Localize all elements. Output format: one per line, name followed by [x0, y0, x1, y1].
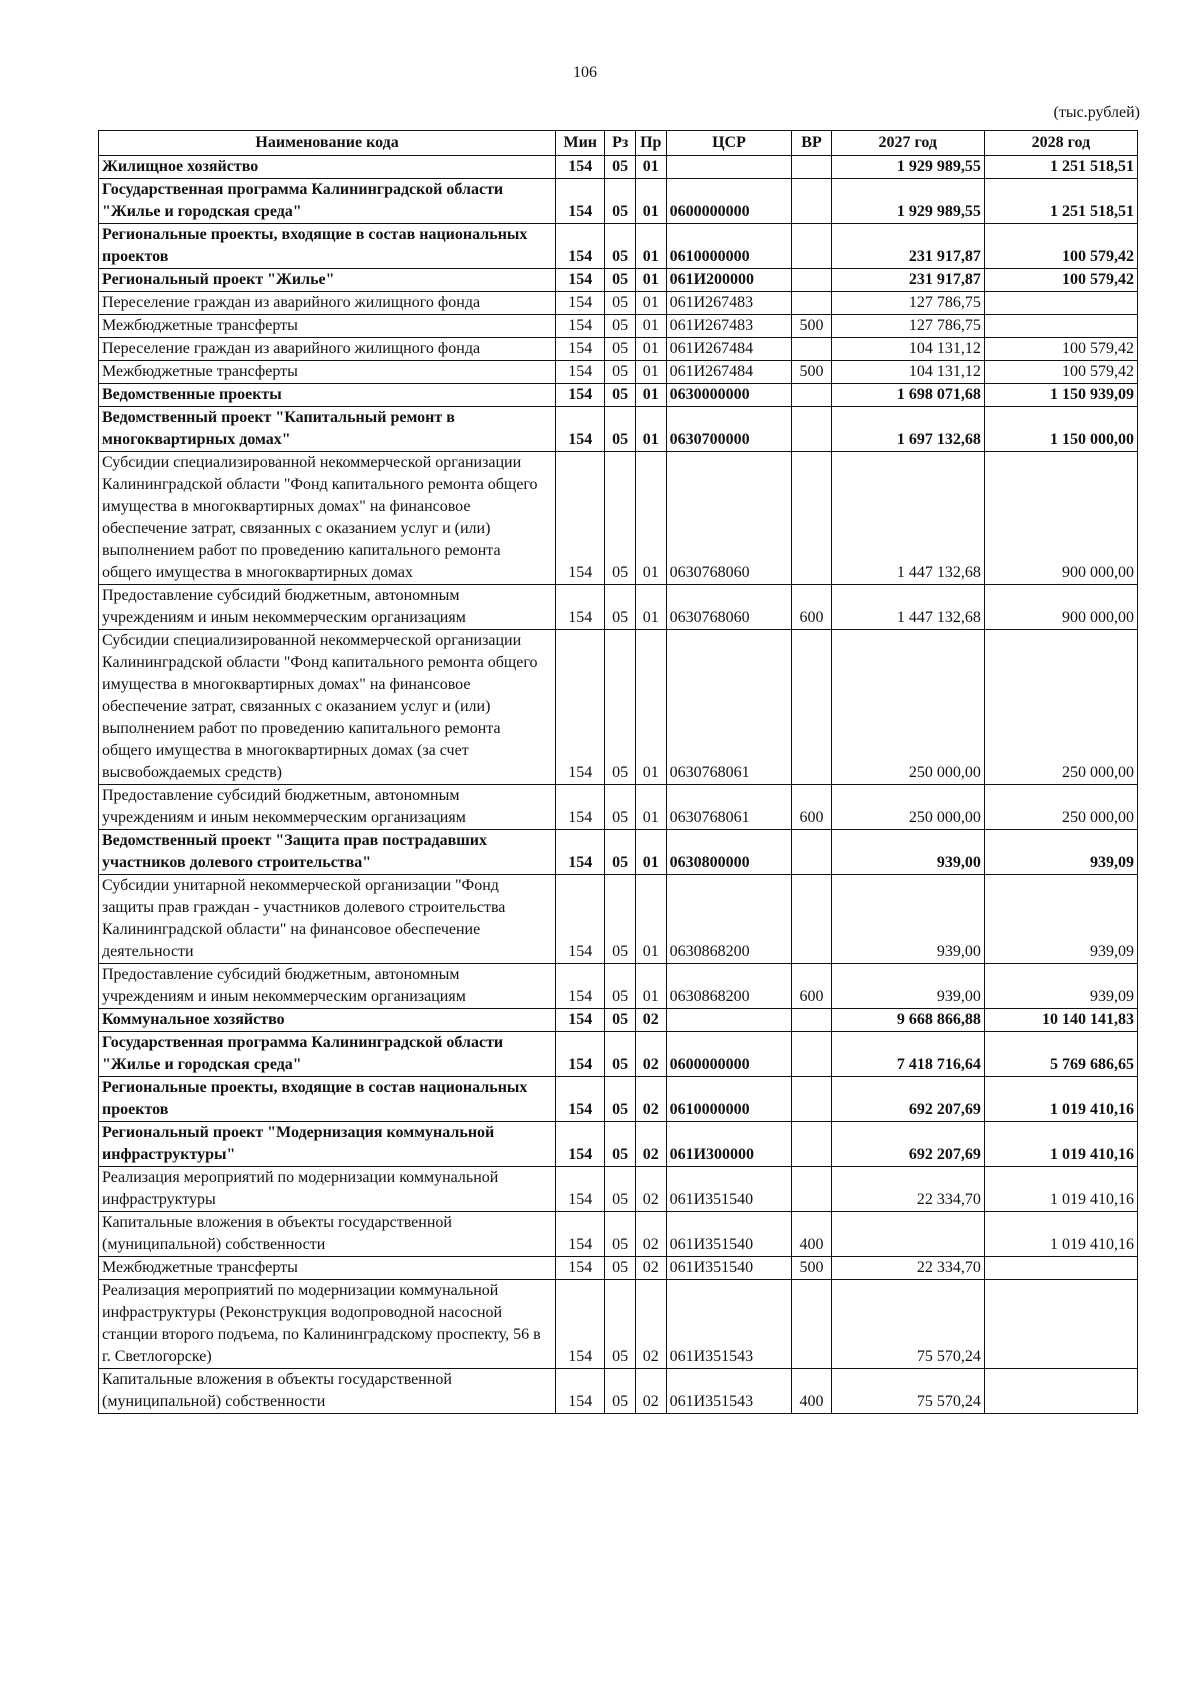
cell-2028: 10 140 141,83 [984, 1009, 1137, 1032]
cell-2027: 939,00 [831, 830, 984, 875]
cell-name: Государственная программа Калининградской области "Жилье и городская среда" [99, 179, 556, 224]
cell-2028: 939,09 [984, 875, 1137, 964]
cell-2028: 1 150 000,00 [984, 407, 1137, 452]
cell-csr: 061И267483 [666, 292, 792, 315]
cell-csr: 061И351543 [666, 1280, 792, 1369]
header-2027: 2027 год [831, 131, 984, 156]
cell-csr: 061И351540 [666, 1167, 792, 1212]
cell-name: Жилищное хозяйство [99, 156, 556, 179]
cell-vr [792, 1280, 831, 1369]
table-row [99, 1369, 1138, 1414]
units-label: (тыс.рублей) [1053, 104, 1140, 121]
cell-pr: 02 [635, 1212, 666, 1257]
cell-pr: 01 [635, 964, 666, 1009]
cell-name: Переселение граждан из аварийного жилищного фонда [99, 292, 556, 315]
cell-csr: 061И351543 [666, 1369, 792, 1414]
cell-2027: 1 929 989,55 [831, 156, 984, 179]
cell-csr: 061И300000 [666, 1122, 792, 1167]
cell-2027: 1 698 071,68 [831, 384, 984, 407]
cell-rz: 05 [605, 964, 636, 1009]
cell-2027: 231 917,87 [831, 269, 984, 292]
cell-vr: 500 [792, 1257, 831, 1280]
page-number: 106 [573, 64, 597, 81]
cell-rz: 05 [605, 269, 636, 292]
cell-rz: 05 [605, 179, 636, 224]
cell-rz: 05 [605, 1257, 636, 1280]
cell-min: 154 [556, 338, 605, 361]
cell-2027: 22 334,70 [831, 1167, 984, 1212]
cell-2028 [984, 1280, 1137, 1369]
table-row [99, 1212, 1138, 1257]
cell-2027: 939,00 [831, 964, 984, 1009]
table-row [99, 224, 1138, 269]
cell-min: 154 [556, 1009, 605, 1032]
cell-vr [792, 830, 831, 875]
cell-2027: 127 786,75 [831, 315, 984, 338]
cell-csr: 0630800000 [666, 830, 792, 875]
table-row [99, 1032, 1138, 1077]
cell-2027: 1 697 132,68 [831, 407, 984, 452]
table-row [99, 585, 1138, 630]
cell-min: 154 [556, 1167, 605, 1212]
cell-min: 154 [556, 1212, 605, 1257]
cell-vr [792, 630, 831, 785]
cell-2027: 104 131,12 [831, 361, 984, 384]
cell-min: 154 [556, 785, 605, 830]
cell-rz: 05 [605, 292, 636, 315]
cell-pr: 02 [635, 1122, 666, 1167]
cell-2027: 250 000,00 [831, 630, 984, 785]
cell-vr [792, 338, 831, 361]
cell-2027: 231 917,87 [831, 224, 984, 269]
header-name: Наименование кода [99, 131, 556, 156]
cell-csr: 0610000000 [666, 1077, 792, 1122]
cell-pr: 01 [635, 630, 666, 785]
table-row [99, 269, 1138, 292]
cell-pr: 01 [635, 384, 666, 407]
cell-csr: 061И200000 [666, 269, 792, 292]
cell-2027: 692 207,69 [831, 1077, 984, 1122]
cell-csr: 0630700000 [666, 407, 792, 452]
cell-name: Капитальные вложения в объекты государственной (муниципальной) собственности [99, 1212, 556, 1257]
cell-rz: 05 [605, 630, 636, 785]
cell-vr [792, 269, 831, 292]
cell-rz: 05 [605, 1280, 636, 1369]
cell-min: 154 [556, 452, 605, 585]
header-2028: 2028 год [984, 131, 1137, 156]
cell-min: 154 [556, 361, 605, 384]
cell-csr: 0630768060 [666, 585, 792, 630]
cell-2027: 7 418 716,64 [831, 1032, 984, 1077]
cell-rz: 05 [605, 1212, 636, 1257]
cell-2028: 939,09 [984, 964, 1137, 1009]
cell-name: Межбюджетные трансферты [99, 361, 556, 384]
cell-name: Субсидии унитарной некоммерческой организации "Фонд защиты прав граждан - участников долевого строительства Калининградской области" на финансовое обеспечение деятельности [99, 875, 556, 964]
cell-rz: 05 [605, 1369, 636, 1414]
cell-rz: 05 [605, 1077, 636, 1122]
cell-rz: 05 [605, 452, 636, 585]
cell-rz: 05 [605, 830, 636, 875]
table-row [99, 315, 1138, 338]
cell-rz: 05 [605, 1167, 636, 1212]
cell-pr: 01 [635, 269, 666, 292]
cell-rz: 05 [605, 585, 636, 630]
cell-2027: 939,00 [831, 875, 984, 964]
table-row [99, 292, 1138, 315]
cell-name: Региональный проект "Модернизация коммунальной инфраструктуры" [99, 1122, 556, 1167]
cell-2028: 250 000,00 [984, 630, 1137, 785]
table-row [99, 875, 1138, 964]
cell-rz: 05 [605, 338, 636, 361]
cell-min: 154 [556, 269, 605, 292]
cell-rz: 05 [605, 407, 636, 452]
cell-2028: 5 769 686,65 [984, 1032, 1137, 1077]
cell-vr: 400 [792, 1369, 831, 1414]
table-row [99, 964, 1138, 1009]
cell-min: 154 [556, 875, 605, 964]
cell-pr: 02 [635, 1077, 666, 1122]
cell-vr [792, 224, 831, 269]
table-header-row [99, 131, 1138, 156]
table-body [99, 156, 1138, 1414]
cell-min: 154 [556, 1257, 605, 1280]
cell-pr: 02 [635, 1009, 666, 1032]
cell-2027: 1 929 989,55 [831, 179, 984, 224]
cell-csr: 0630768061 [666, 630, 792, 785]
cell-2027: 75 570,24 [831, 1280, 984, 1369]
cell-pr: 01 [635, 407, 666, 452]
cell-name: Субсидии специализированной некоммерческой организации Калининградской области "Фонд капитального ремонта общего имущества в многоквартирных домах" на финансовое обеспечение затрат, связанных с оказанием услуг и (или) выполнением работ по проведению капитального ремонта общего имущества в многоквартирных домах (за счет высвобождаемых средств) [99, 630, 556, 785]
cell-pr: 01 [635, 830, 666, 875]
cell-name: Субсидии специализированной некоммерческой организации Калининградской области "Фонд капитального ремонта общего имущества в многоквартирных домах" на финансовое обеспечение затрат, связанных с оказанием услуг и (или) выполнением работ по проведению капитального ремонта общего имущества в многоквартирных домах [99, 452, 556, 585]
cell-pr: 01 [635, 875, 666, 964]
table-row [99, 1280, 1138, 1369]
cell-vr [792, 156, 831, 179]
cell-csr: 0630768060 [666, 452, 792, 585]
cell-min: 154 [556, 1032, 605, 1077]
cell-name: Предоставление субсидий бюджетным, автономным учреждениям и иным некоммерческим организациям [99, 585, 556, 630]
cell-pr: 01 [635, 179, 666, 224]
cell-2028: 100 579,42 [984, 338, 1137, 361]
table-row [99, 407, 1138, 452]
cell-rz: 05 [605, 875, 636, 964]
cell-vr [792, 1167, 831, 1212]
cell-vr: 600 [792, 785, 831, 830]
cell-rz: 05 [605, 785, 636, 830]
cell-name: Региональные проекты, входящие в состав национальных проектов [99, 1077, 556, 1122]
cell-csr: 0630868200 [666, 875, 792, 964]
table-row [99, 179, 1138, 224]
cell-min: 154 [556, 1077, 605, 1122]
cell-vr: 400 [792, 1212, 831, 1257]
cell-vr [792, 1032, 831, 1077]
cell-2027: 692 207,69 [831, 1122, 984, 1167]
cell-2027 [831, 1212, 984, 1257]
cell-vr [792, 179, 831, 224]
table-row [99, 1122, 1138, 1167]
cell-vr [792, 452, 831, 585]
cell-2027: 104 131,12 [831, 338, 984, 361]
cell-csr [666, 156, 792, 179]
cell-2027: 1 447 132,68 [831, 452, 984, 585]
cell-2028: 900 000,00 [984, 452, 1137, 585]
cell-rz: 05 [605, 1122, 636, 1167]
cell-min: 154 [556, 1369, 605, 1414]
cell-vr [792, 292, 831, 315]
cell-min: 154 [556, 964, 605, 1009]
cell-min: 154 [556, 585, 605, 630]
cell-name: Ведомственные проекты [99, 384, 556, 407]
cell-vr [792, 1122, 831, 1167]
header-pr: Пр [635, 131, 666, 156]
cell-vr [792, 875, 831, 964]
cell-min: 154 [556, 830, 605, 875]
cell-csr: 0600000000 [666, 179, 792, 224]
cell-pr: 01 [635, 315, 666, 338]
header-rz: Рз [605, 131, 636, 156]
cell-csr: 0630868200 [666, 964, 792, 1009]
cell-pr: 02 [635, 1257, 666, 1280]
cell-csr: 061И351540 [666, 1212, 792, 1257]
cell-csr [666, 1009, 792, 1032]
cell-csr: 0630768061 [666, 785, 792, 830]
cell-min: 154 [556, 179, 605, 224]
header-vr: ВР [792, 131, 831, 156]
cell-vr [792, 1077, 831, 1122]
cell-2028: 939,09 [984, 830, 1137, 875]
cell-name: Государственная программа Калининградской области "Жилье и городская среда" [99, 1032, 556, 1077]
cell-name: Коммунальное хозяйство [99, 1009, 556, 1032]
table-row [99, 338, 1138, 361]
cell-min: 154 [556, 384, 605, 407]
cell-2028 [984, 1369, 1137, 1414]
cell-name: Межбюджетные трансферты [99, 1257, 556, 1280]
cell-vr: 600 [792, 585, 831, 630]
cell-min: 154 [556, 1280, 605, 1369]
cell-2028: 1 150 939,09 [984, 384, 1137, 407]
cell-csr: 061И351540 [666, 1257, 792, 1280]
cell-2028: 1 019 410,16 [984, 1212, 1137, 1257]
cell-pr: 01 [635, 224, 666, 269]
cell-csr: 0630000000 [666, 384, 792, 407]
cell-name: Региональный проект "Жилье" [99, 269, 556, 292]
cell-2028: 1 019 410,16 [984, 1077, 1137, 1122]
cell-2028: 250 000,00 [984, 785, 1137, 830]
cell-2027: 250 000,00 [831, 785, 984, 830]
cell-name: Ведомственный проект "Защита прав пострадавших участников долевого строительства" [99, 830, 556, 875]
cell-pr: 01 [635, 292, 666, 315]
table-row [99, 1257, 1138, 1280]
header-min: Мин [556, 131, 605, 156]
cell-rz: 05 [605, 315, 636, 338]
cell-vr [792, 1009, 831, 1032]
cell-name: Межбюджетные трансферты [99, 315, 556, 338]
table-row [99, 785, 1138, 830]
cell-min: 154 [556, 224, 605, 269]
cell-csr: 061И267484 [666, 338, 792, 361]
cell-2028 [984, 292, 1137, 315]
cell-rz: 05 [605, 224, 636, 269]
table-row [99, 1167, 1138, 1212]
table-row [99, 384, 1138, 407]
cell-vr [792, 407, 831, 452]
cell-csr: 061И267484 [666, 361, 792, 384]
cell-csr: 0610000000 [666, 224, 792, 269]
cell-name: Реализация мероприятий по модернизации коммунальной инфраструктуры (Реконструкция водопроводной насосной станции второго подъема, по Калининградскому проспекту, 56 в г. Светлогорске) [99, 1280, 556, 1369]
cell-2028: 1 019 410,16 [984, 1122, 1137, 1167]
cell-2027: 9 668 866,88 [831, 1009, 984, 1032]
cell-pr: 02 [635, 1032, 666, 1077]
cell-pr: 01 [635, 785, 666, 830]
cell-pr: 01 [635, 452, 666, 585]
cell-vr: 500 [792, 315, 831, 338]
budget-table [98, 130, 1138, 1414]
cell-vr: 600 [792, 964, 831, 1009]
cell-vr: 500 [792, 361, 831, 384]
table-row [99, 452, 1138, 585]
cell-2028: 100 579,42 [984, 361, 1137, 384]
table-row [99, 1077, 1138, 1122]
cell-rz: 05 [605, 361, 636, 384]
cell-2028 [984, 1257, 1137, 1280]
table-row [99, 156, 1138, 179]
cell-pr: 01 [635, 361, 666, 384]
cell-min: 154 [556, 156, 605, 179]
cell-csr: 061И267483 [666, 315, 792, 338]
cell-name: Предоставление субсидий бюджетным, автономным учреждениям и иным некоммерческим организациям [99, 964, 556, 1009]
cell-pr: 02 [635, 1280, 666, 1369]
cell-csr: 0600000000 [666, 1032, 792, 1077]
table-row [99, 830, 1138, 875]
cell-2027: 1 447 132,68 [831, 585, 984, 630]
header-csr: ЦСР [666, 131, 792, 156]
cell-min: 154 [556, 1122, 605, 1167]
cell-min: 154 [556, 315, 605, 338]
cell-2028: 1 251 518,51 [984, 156, 1137, 179]
cell-min: 154 [556, 630, 605, 785]
cell-2028: 1 251 518,51 [984, 179, 1137, 224]
cell-2028: 100 579,42 [984, 224, 1137, 269]
cell-rz: 05 [605, 1009, 636, 1032]
cell-min: 154 [556, 407, 605, 452]
table-row [99, 361, 1138, 384]
cell-pr: 01 [635, 338, 666, 361]
cell-name: Переселение граждан из аварийного жилищного фонда [99, 338, 556, 361]
cell-2028: 1 019 410,16 [984, 1167, 1137, 1212]
cell-2027: 127 786,75 [831, 292, 984, 315]
cell-pr: 01 [635, 156, 666, 179]
cell-2028: 900 000,00 [984, 585, 1137, 630]
cell-pr: 02 [635, 1167, 666, 1212]
table-row [99, 630, 1138, 785]
cell-name: Предоставление субсидий бюджетным, автономным учреждениям и иным некоммерческим организациям [99, 785, 556, 830]
cell-min: 154 [556, 292, 605, 315]
cell-rz: 05 [605, 156, 636, 179]
cell-2028: 100 579,42 [984, 269, 1137, 292]
cell-2027: 75 570,24 [831, 1369, 984, 1414]
cell-name: Реализация мероприятий по модернизации коммунальной инфраструктуры [99, 1167, 556, 1212]
cell-name: Капитальные вложения в объекты государственной (муниципальной) собственности [99, 1369, 556, 1414]
cell-name: Региональные проекты, входящие в состав национальных проектов [99, 224, 556, 269]
table-row [99, 1009, 1138, 1032]
cell-2028 [984, 315, 1137, 338]
cell-pr: 02 [635, 1369, 666, 1414]
cell-vr [792, 384, 831, 407]
cell-2027: 22 334,70 [831, 1257, 984, 1280]
cell-rz: 05 [605, 384, 636, 407]
cell-pr: 01 [635, 585, 666, 630]
cell-rz: 05 [605, 1032, 636, 1077]
cell-name: Ведомственный проект "Капитальный ремонт в многоквартирных домах" [99, 407, 556, 452]
